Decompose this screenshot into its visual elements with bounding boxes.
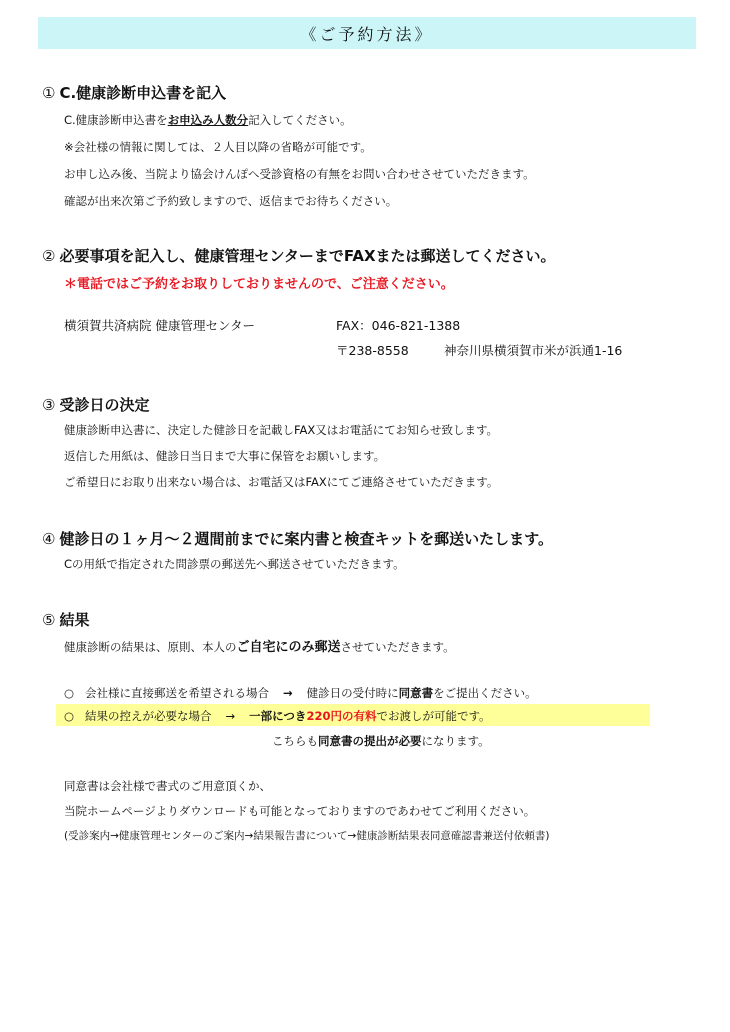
page-title: 《ご予約方法》 bbox=[38, 17, 696, 49]
section-1-heading bbox=[42, 82, 226, 103]
section-3-heading: ③ 受診日の決定 bbox=[42, 396, 150, 414]
section-4-heading: ④ 健診日の１ヶ月〜２週間前までに案内書と検査キットを郵送いたします。 bbox=[42, 530, 553, 548]
address: 神奈川県横須賀市米が浜通1-16 bbox=[444, 343, 623, 358]
section-4-line-1: Cの用紙で指定された問診票の郵送先へ郵送させていただきます。 bbox=[64, 557, 405, 571]
postal-code: 〒238-8558 bbox=[336, 343, 409, 358]
arrow-icon: → bbox=[283, 686, 293, 700]
section-3-line-2: 返信した用紙は、健診日当日まで大事に保管をお願いします。 bbox=[64, 449, 386, 463]
option-copy-fee: ○ 結果の控えが必要な場合 → 一部につき220円の有料でお渡しが可能です。 bbox=[64, 709, 491, 723]
fee-amount: 220円の有料 bbox=[306, 709, 377, 723]
section-1-line-2: ※会社様の情報に関しては、２人目以降の省略が可能です。 bbox=[64, 140, 372, 154]
arrow-icon: → bbox=[225, 709, 236, 723]
section-5-line-1: 健康診断の結果は、原則、本人のご自宅にのみ郵送させていただきます。 bbox=[64, 640, 455, 655]
phone-warning: ＊電話ではご予約をお取りしておりませんので、ご注意ください。 bbox=[64, 277, 454, 292]
section-1-line-3: お申し込み後、当院より協会けんぽへ受診資格の有無をお問い合わせさせていただきます。 bbox=[64, 167, 535, 181]
section-5-heading: ⑤ 結果 bbox=[42, 611, 90, 629]
footer-line-3: (受診案内→健康管理センターのご案内→結果報告書について→健康診断結果表同意確認書兼送付依頼書) bbox=[64, 830, 550, 842]
section-title: C.健康診断申込書を記入 bbox=[59, 84, 227, 102]
section-number: ① bbox=[42, 84, 56, 102]
section-1-line-1: C.健康診断申込書をお申込み人数分記入してください。 bbox=[64, 113, 352, 127]
section-3-line-1: 健康診断申込書に、決定した健診日を記載しFAX又はお電話にてお知らせ致します。 bbox=[64, 423, 499, 437]
section-2-heading: ② 必要事項を記入し、健康管理センターまでFAXまたは郵送してください。 bbox=[42, 247, 556, 265]
section-1-line-4: 確認が出来次第ご予約致しますので、返信までお待ちください。 bbox=[64, 194, 398, 208]
fax-number: FAX：046-821-1388 bbox=[336, 318, 461, 333]
footer-line-1: 同意書は会社様で書式のご用意頂くか、 bbox=[64, 779, 271, 793]
option-direct-mail: ○ 会社様に直接郵送を希望される場合 → 健診日の受付時に同意書をご提出ください。 bbox=[64, 686, 537, 700]
footer-line-2: 当院ホームページよりダウンロードも可能となっておりますのであわせてご利用ください。 bbox=[64, 804, 536, 818]
section-3-line-3: ご希望日にお取り出来ない場合は、お電話又はFAXにてご連絡させていただきます。 bbox=[64, 475, 499, 489]
organization-name: 横須賀共済病院 健康管理センター bbox=[64, 318, 255, 333]
option-copy-note: こちらも同意書の提出が必要になります。 bbox=[272, 734, 490, 748]
